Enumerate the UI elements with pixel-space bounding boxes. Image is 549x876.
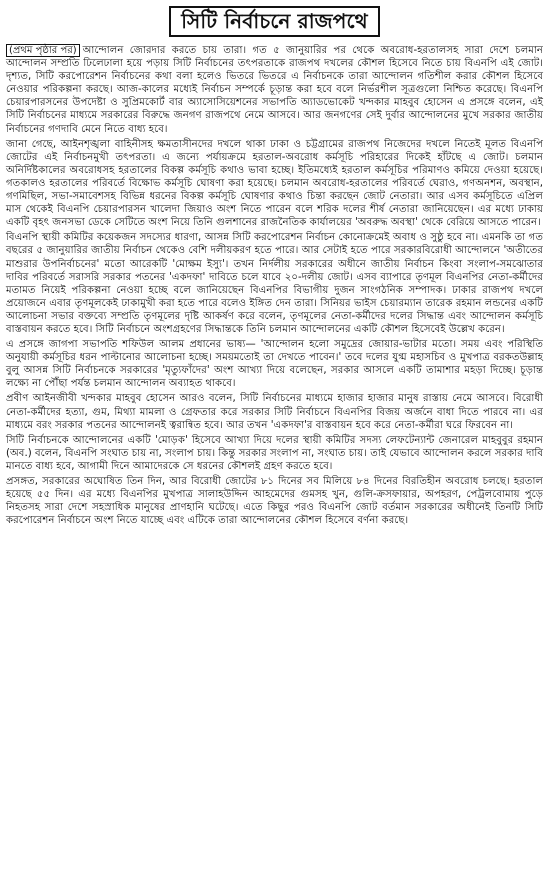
headline: সিটি নির্বাচনে রাজপথে [169, 6, 380, 37]
paragraph: বিএনপি স্থায়ী কমিটির কয়েকজন সদস্যের ধারণা, আসন্ন সিটি করপোরেশন নির্বাচন কোনোক্রমেই অবাধ ও সুষ্ঠু হবে না। এমনকি তা গত বছরের ৫ জানুয়ারির জাতীয় নির্বাচন থেকেও বেশি দলীয়করণ হতে পারে। আর সেটাই হতে পারে সরকারবিরোধী আন্দোলনে 'অতীতের মাশুরার উপনির্বাচনের' মতো আরেকটি 'মোক্ষম ইস্যু'। তখন নির্দলীয় সরকারের অধীনে জাতীয় নির্বাচন কিংবা সংলাপ-সমঝোতার দাবির পরিবর্তে সরাসরি সরকার পতনের 'একদফা' দাবিতে চলে যাবে ২০-দলীয় জোট। এসব ব্যাপারে তৃণমূল বিএনপির নেতা-কর্মীদের মতামত নিয়েই পরিকল্পনা নেওয়া হচ্ছে বলে জানিয়েছেন বিএনপির বিভাগীয় দুজন সাংগঠনিক সম্পাদক। ঢাকার রাজপথ দখলে প্রয়োজনে এবার তৃণমূলকেই ঢাকামুখী করা হতে পারে বলেও ইঙ্গিত দেন তারা। সিনিয়র ভাইস চেয়ারম্যান তারেক রহমান লন্ডনের একটি আলোচনা সভার বক্তব্যে সম্প্রতি তৃণমূলের দৃষ্টি আকর্ষণ করে বলেন, তৃণমূলের নেতা-কর্মীদের দলের সিদ্ধান্ত এবং আন্দোলন কর্মসূচি বাস্তবায়ন করতে হবে। সিটি নির্বাচনে অংশগ্রহণের সিদ্ধান্তকে তিনি চলমান আন্দোলনের একটি কৌশল হিসেবেই উল্লেখ করেন। [6, 232, 543, 335]
paragraph-text: আন্দোলন জোরদার করতে চায় তারা। গত ৫ জানুয়ারির পর থেকে অবরোধ-হরতালসহ সারা দেশে চলমান আন্দোলন সম্প্রতি ঢিলেঢালা হয়ে পড়ায় সিটি নির্বাচনের তৎপরতাকে রাজপথ দখলের কৌশল হিসেবে নিতে চায় বিএনপি এই জোট। দৃশ্যত, সিটি করপোরেশন নির্বাচনের কথা বলা হলেও ভিতরে ভিতরে এ নির্বাচনকে তারা আন্দোলন গতিশীল করার কৌশল হিসেবে নেওয়ার পরিকল্পনা করছে। আজ-কালের মধ্যেই নির্বাচন সম্পর্কে চূড়ান্ত করা হবে বলে নির্ভরশীল সূত্রগুলো নিশ্চিত করেছে। বিএনপি চেয়ারপারসনের উপদেষ্টা ও সুপ্রিমকোর্ট বার অ্যাসোসিয়েশনের সভাপতি অ্যাডভোকেট খন্দকার মাহবুব হোসেন এ প্রসঙ্গে বলেন, এই সিটি নির্বাচনের মাধ্যমে সরকারের বিরুদ্ধে জনগণ রাজপথে নেমে আসবে। আর জনগণের সেই দুর্বার আন্দোলনের মুখে সরকার জাতীয় নির্বাচনের গণদাবি মেনে নিতে বাধ্য হবে। [6, 45, 543, 135]
article-body [6, 44, 543, 527]
paragraph: প্রসঙ্গত, সরকারের অঘোষিত তিন দিন, আর বিরোধী জোটের ৮১ দিনের সব মিলিয়ে ৮৪ দিনের বিরতিহীন অবরোধ চলছে। হরতাল হয়েছে ৫৫ দিন। এর মধ্যে বিএনপির মুখপাত্র সালাহউদ্দিন আহমেদের গুমসহ খুন, গুলি-ক্রসফায়ার, অপহরণ, পেট্রলবোমায় পুড়ে নিহতসহ সারা দেশে সহস্রাধিক মানুষের প্রাণহানি ঘটেছে। এতে কিছুর পরও বিএনপি জোট বর্তমান সরকারের অধীনেই তিনটি সিটি করপোরেশন নির্বাচনে অংশ নিতে যাচ্ছে এবং এটিকে তারা আন্দোলনের কৌশল হিসেবে বর্ণনা করছে। [6, 476, 543, 527]
headline-box [6, 6, 543, 40]
continuation-tag: (প্রথম পৃষ্ঠার পর) [6, 44, 80, 57]
paragraph: সিটি নির্বাচনকে আন্দোলনের একটি 'মোড়ক' হিসেবে আখ্যা দিয়ে দলের স্থায়ী কমিটির সদস্য লেফটেন্যান্ট জেনারেল মাহবুবুর রহমান (অব.) বলেন, বিএনপি সংঘাত চায় না, সংলাপ চায়। কিন্তু সরকার সংলাপ না, সংঘাত চায়। তাই যেভাবে আন্দোলন করলে সরকার দাবি মানতে বাধ্য হবে, আগামী দিনে আমাদেরকে সে ধরনের কৌশলই গ্রহণ করতে হবে। [6, 434, 543, 472]
paragraph: জানা গেছে, আইনশৃঙ্খলা বাহিনীসহ ক্ষমতাসীনদের দখলে থাকা ঢাকা ও চট্টগ্রামের রাজপথ নিজেদের দখলে নিতেই মূলত বিএনপি জোটের এই নির্বাচনমুখী তৎপরতা। এ জন্যে পর্যায়ক্রমে হরতাল-অবরোধ কর্মসূচি পরিহারের দিকেই হাঁটছে এ জোট। চলমান অনির্দিষ্টকালের অবরোধসহ হরতালের বিকল্প কর্মসূচি কথাও ভাবা হচ্ছে। ইতিমধ্যেই হরতাল কর্মসূচির পরিমাণও কমিয়ে দেওয়া হয়েছে। গতকালও হরতালের পরিবর্তে বিক্ষোভ কর্মসূচি ঘোষণা করা হয়েছে। চলমান অবরোধ-হরতালের পরিবর্তে ঘেরাও, গণঅনশন, অবস্থান, গণমিছিল, সভা-সমাবেশসহ বিভিন্ন ধরনের বিকল্প কর্মসূচি ঘোষণার কথাও চিন্তা করছেন জোট নেতারা। আর এসব কর্মসূচিতে এপ্রিল মাস থেকেই বিএনপি চেয়ারপারসন খালেদা জিয়াও অংশ নিতে পারেন বলে শরিক দলের শীর্ষ নেতারা জানিয়েছেন। এর মধ্যে ঢাকায় একটি বৃহৎ জনসভা ডেকে সেটিতে অংশ নিয়ে তিনি গুলশানের রাজনৈতিক কার্যালয়ের 'অবরুদ্ধ অবস্থা' থেকে বেরিয়ে আসতে পারেন। [6, 138, 543, 229]
paragraph: এ প্রসঙ্গে জাগপা সভাপতি শফিউল আলম প্রধানের ভাষ্য— 'আন্দোলন হলো সমুদ্রের জোয়ার-ভাটার মতো। সময় এবং পরিস্থিতি অনুযায়ী কর্মসূচির ধরন পাল্টানোর আলোচনা হচ্ছে। সময়মতোই তা দেখতে পাবেন।' তবে দলের যুগ্ম মহাসচিব ও মুখপাত্র বরকতউল্লাহ বুলু আসন্ন সিটি নির্বাচনকে সরকারের 'মৃত্যুফাঁদের' অংশ আখ্যা দিয়ে বলেছেন, সরকার আসলে একটি তামাশার মহড়া দিচ্ছে। চূড়ান্ত লক্ষ্যে না পৌঁছা পর্যন্ত চলমান আন্দোলন অব্যাহত থাকবে। [6, 339, 543, 390]
paragraph: প্রবীণ আইনজীবী খন্দকার মাহবুব হোসেন আরও বলেন, সিটি নির্বাচনের মাধ্যমে হাজার হাজার মানুষ রাস্তায় নেমে আসবে। বিরোধী নেতা-কর্মীদের হত্যা, গুম, মিথ্যা মামলা ও গ্রেফতার করে সরকার সিটি নির্বাচনে বিএনপির বিজয় অর্জনে বাধা দিতে পারবে না। এর মাধ্যমে বরং সরকার পতনের আন্দোলনই ত্বরান্বিত হবে। আর তখন 'একদফা'র বাস্তবায়ন হবে করে নেতা-কর্মীরা ঘরে ফিরবেন না। [6, 393, 543, 431]
paragraph [6, 44, 543, 136]
